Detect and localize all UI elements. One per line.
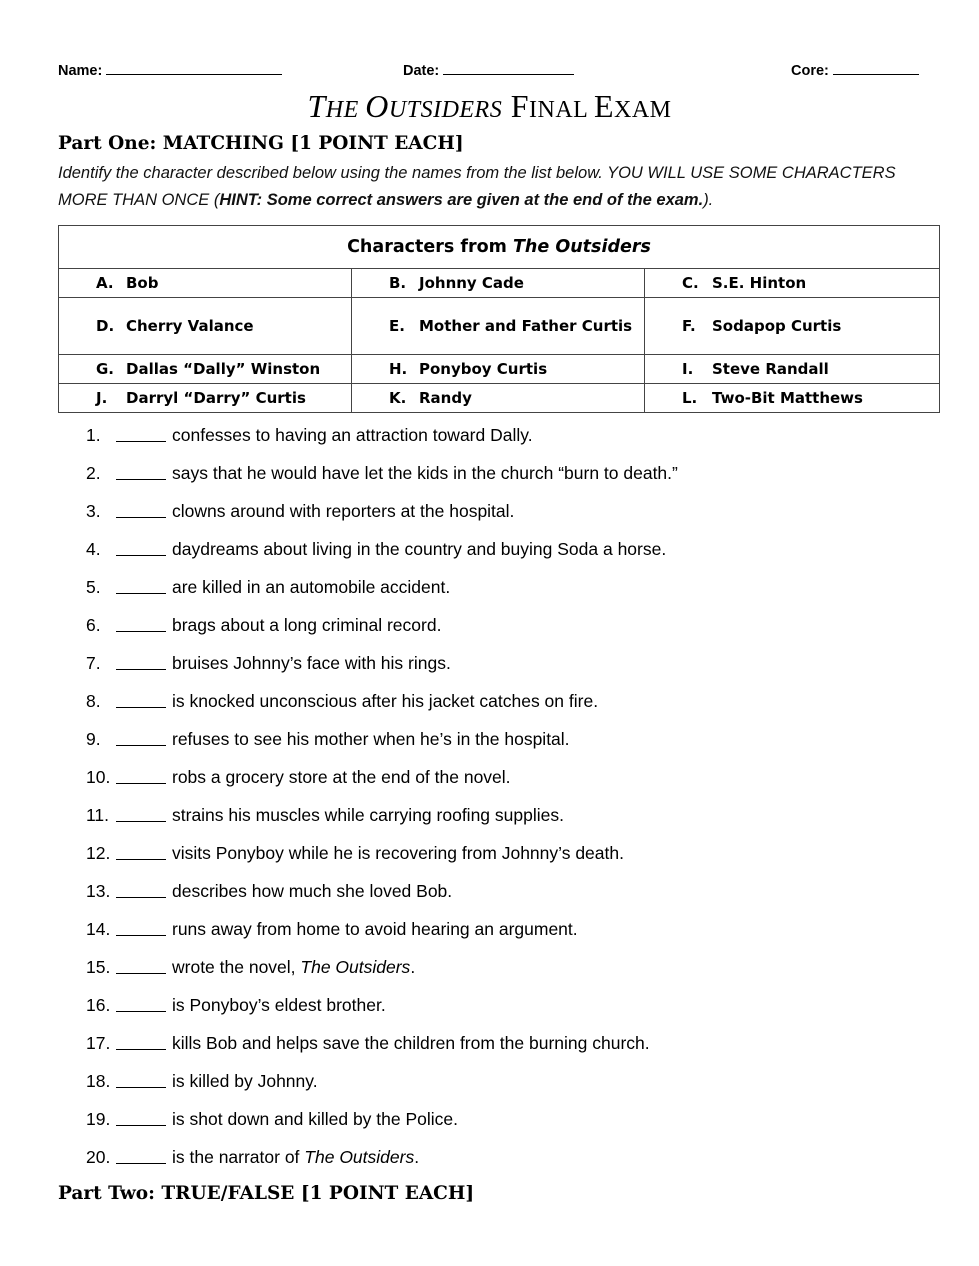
list-item <box>86 726 936 764</box>
text: B. <box>389 274 407 292</box>
answer-blank[interactable] <box>116 840 166 860</box>
text: Two-Bit Matthews <box>712 389 863 407</box>
text: F <box>510 88 530 124</box>
text: says that he would have let the kids in the church “burn to death.” <box>172 463 678 483</box>
text: . <box>410 957 416 977</box>
character-cell <box>352 269 645 298</box>
text: clowns around with reporters at the hospital. <box>172 501 515 521</box>
list-item <box>86 916 936 954</box>
text: Steve Randall <box>712 360 829 378</box>
character-cell <box>59 355 352 384</box>
answer-blank[interactable] <box>116 536 166 556</box>
list-item <box>86 422 936 460</box>
text: H. <box>389 360 408 378</box>
name-label: Name: <box>58 63 103 79</box>
text: Darryl “Darry” Curtis <box>126 389 306 407</box>
text: L. <box>682 389 698 407</box>
answer-blank[interactable] <box>116 802 166 822</box>
text: ). <box>703 191 714 209</box>
answer-blank[interactable] <box>116 1068 166 1088</box>
text: 9. <box>86 729 101 749</box>
answer-blank[interactable] <box>116 954 166 974</box>
text: brags about a long criminal record. <box>172 615 442 635</box>
text: HE <box>325 97 366 123</box>
answer-blank[interactable] <box>116 498 166 518</box>
text: Sodapop Curtis <box>712 317 842 335</box>
text: 13. <box>86 881 111 901</box>
core-label: Core: <box>791 63 829 79</box>
text: describes how much she loved Bob. <box>172 881 453 901</box>
answer-blank[interactable] <box>116 1106 166 1126</box>
text: Randy <box>419 389 472 407</box>
text: E. <box>389 317 405 335</box>
text: 3. <box>86 501 101 521</box>
answer-blank[interactable] <box>116 422 166 442</box>
text: 10. <box>86 767 111 787</box>
date-blank[interactable] <box>443 60 574 75</box>
text: UTSIDERS <box>388 97 503 123</box>
text: Bob <box>126 274 159 292</box>
text: K. <box>389 389 407 407</box>
character-cell <box>59 269 352 298</box>
characters-table <box>58 225 940 413</box>
text: INAL <box>529 97 594 123</box>
character-cell <box>645 355 940 384</box>
answer-blank[interactable] <box>116 688 166 708</box>
date-field <box>403 60 574 79</box>
text: 14. <box>86 919 111 939</box>
character-cell <box>352 355 645 384</box>
header-fields <box>58 60 921 82</box>
list-item <box>86 498 936 536</box>
text: 2. <box>86 463 101 483</box>
text: Mother and Father Curtis <box>419 317 633 335</box>
text: 15. <box>86 957 111 977</box>
character-cell <box>352 298 645 355</box>
text: XAM <box>614 97 672 123</box>
list-item <box>86 802 936 840</box>
text: 20. <box>86 1147 111 1167</box>
list-item <box>86 764 936 802</box>
text: The Outsiders <box>304 1147 415 1167</box>
text: D. <box>96 317 115 335</box>
answer-blank[interactable] <box>116 650 166 670</box>
text: 11. <box>86 805 110 825</box>
answer-blank[interactable] <box>116 916 166 936</box>
text: wrote the novel, <box>172 957 301 977</box>
text: are killed in an automobile accident. <box>172 577 451 597</box>
text: O <box>365 88 389 124</box>
text: 17. <box>86 1033 111 1053</box>
list-item <box>86 688 936 726</box>
text: 16. <box>86 995 111 1015</box>
text: confesses to having an attraction toward Dally. <box>172 425 533 445</box>
text: 19. <box>86 1109 111 1129</box>
list-item <box>86 650 936 688</box>
character-cell <box>645 269 940 298</box>
text: T <box>307 88 326 124</box>
list-item <box>86 1106 936 1144</box>
text: daydreams about living in the country and buying Soda a horse. <box>172 539 667 559</box>
list-item <box>86 460 936 498</box>
text: Ponyboy Curtis <box>419 360 548 378</box>
core-blank[interactable] <box>833 60 919 75</box>
character-cell <box>645 298 940 355</box>
text: J. <box>96 389 108 407</box>
answer-blank[interactable] <box>116 612 166 632</box>
text <box>502 88 511 124</box>
text: 5. <box>86 577 101 597</box>
answer-blank[interactable] <box>116 764 166 784</box>
list-item <box>86 574 936 612</box>
text: Characters from <box>347 237 513 257</box>
list-item <box>86 536 936 574</box>
text: F. <box>682 317 696 335</box>
answer-blank[interactable] <box>116 574 166 594</box>
text: E <box>593 88 614 124</box>
instructions <box>58 160 928 214</box>
part-two-heading: Part Two: TRUE/FALSE [1 POINT EACH] <box>58 1183 475 1204</box>
part-one-heading: Part One: MATCHING [1 POINT EACH] <box>58 133 464 154</box>
text: is killed by Johnny. <box>172 1071 318 1091</box>
text: G. <box>96 360 115 378</box>
table-row <box>59 355 940 384</box>
text: strains his muscles while carrying roofing supplies. <box>172 805 564 825</box>
text: I. <box>682 360 694 378</box>
text: bruises Johnny’s face with his rings. <box>172 653 451 673</box>
question-list <box>86 422 936 1182</box>
text: Cherry Valance <box>126 317 254 335</box>
name-blank[interactable] <box>106 60 282 75</box>
table-row <box>59 269 940 298</box>
text: 18. <box>86 1071 111 1091</box>
text: is knocked unconscious after his jacket catches on fire. <box>172 691 599 711</box>
character-cell <box>352 384 645 413</box>
text: kills Bob and helps save the children from the burning church. <box>172 1033 650 1053</box>
text: The Outsiders <box>300 957 411 977</box>
table-row <box>59 384 940 413</box>
text: 12. <box>86 843 111 863</box>
list-item <box>86 954 936 992</box>
name-field <box>58 60 282 79</box>
character-cell <box>645 384 940 413</box>
list-item <box>86 1030 936 1068</box>
list-item <box>86 612 936 650</box>
list-item <box>86 840 936 878</box>
text: robs a grocery store at the end of the novel. <box>172 767 511 787</box>
text: 6. <box>86 615 101 635</box>
text: runs away from home to avoid hearing an argument. <box>172 919 578 939</box>
list-item <box>86 878 936 916</box>
text: Dallas “Dally” Winston <box>126 360 321 378</box>
character-cell <box>59 384 352 413</box>
text: refuses to see his mother when he’s in the hospital. <box>172 729 570 749</box>
list-item <box>86 1144 936 1182</box>
list-item <box>86 992 936 1030</box>
text: 1. <box>86 425 101 445</box>
text: Identify the character described below using the names from the list below. YOU WILL USE SOME CHARACTERS MORE THAN ONCE ( <box>58 164 896 209</box>
text: 8. <box>86 691 101 711</box>
character-cell <box>59 298 352 355</box>
text: Johnny Cade <box>419 274 524 292</box>
text: is Ponyboy’s eldest brother. <box>172 995 386 1015</box>
text: 4. <box>86 539 101 559</box>
text: . <box>414 1147 420 1167</box>
hint-text: HINT: Some correct answers are given at the end of the exam. <box>219 191 704 209</box>
text: S.E. Hinton <box>712 274 807 292</box>
page-title <box>0 88 979 125</box>
table-row <box>59 298 940 355</box>
answer-blank[interactable] <box>116 726 166 746</box>
text: visits Ponyboy while he is recovering from Johnny’s death. <box>172 843 624 863</box>
answer-blank[interactable] <box>116 992 166 1012</box>
text: 7. <box>86 653 101 673</box>
table-caption <box>59 226 940 269</box>
answer-blank[interactable] <box>116 878 166 898</box>
answer-blank[interactable] <box>116 1030 166 1050</box>
text: A. <box>96 274 114 292</box>
text: C. <box>682 274 699 292</box>
text: is shot down and killed by the Police. <box>172 1109 458 1129</box>
core-field <box>791 60 919 79</box>
date-label: Date: <box>403 63 440 79</box>
answer-blank[interactable] <box>116 1144 166 1164</box>
text: is the narrator of <box>172 1147 305 1167</box>
list-item <box>86 1068 936 1106</box>
answer-blank[interactable] <box>116 460 166 480</box>
text: The Outsiders <box>512 237 651 257</box>
